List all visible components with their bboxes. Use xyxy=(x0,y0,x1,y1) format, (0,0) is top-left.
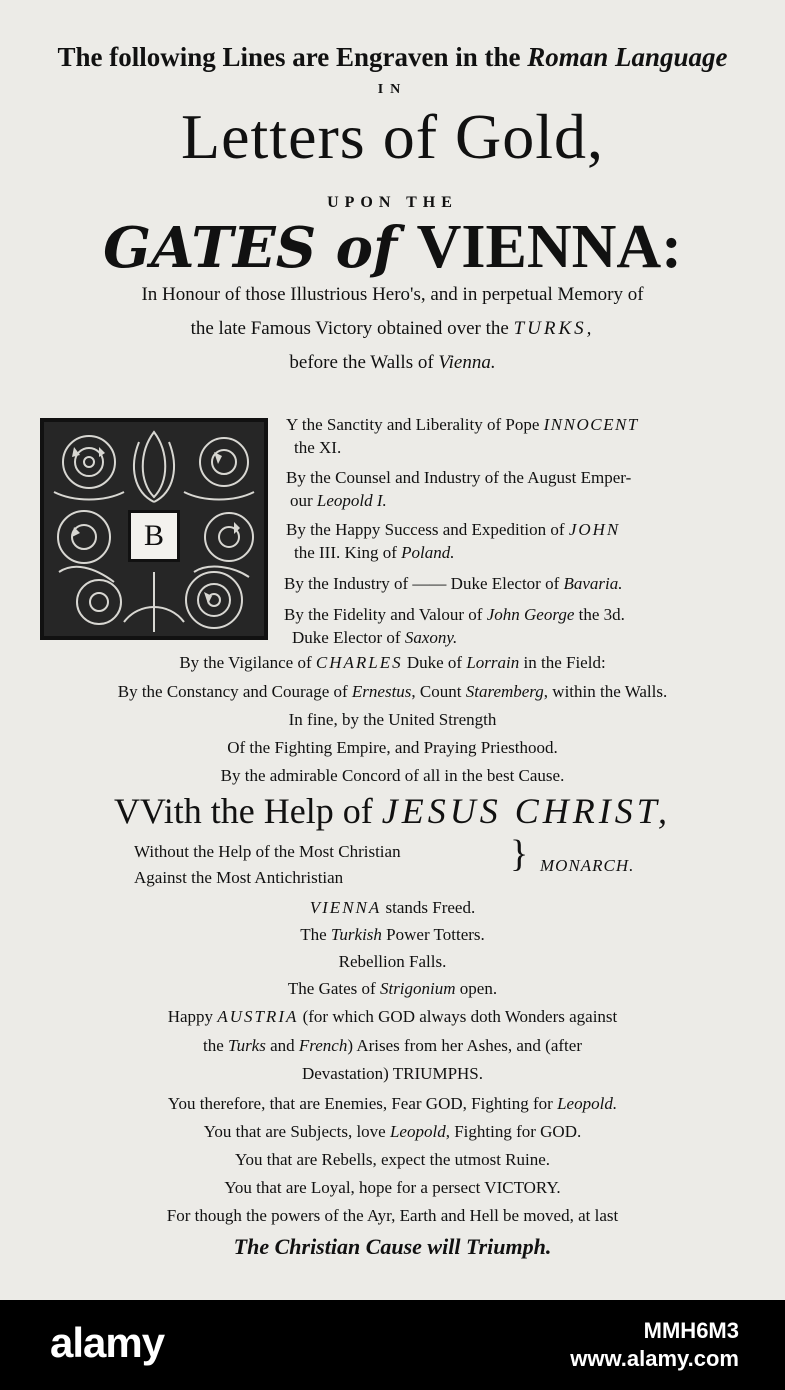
intro-line-1: In Honour of those Illustrious Hero's, and in perpetual Memory of xyxy=(141,284,644,305)
title-upon: UPON THE xyxy=(327,194,458,211)
para-3-line-1: By the Happy Success and Expedition of JOHN xyxy=(286,520,621,539)
triumphs-line: Devastation) TRIUMPHS. xyxy=(301,1064,483,1083)
turkish-power-line: The Turkish Power Totters. xyxy=(300,925,485,944)
without-help-line: Without the Help of the Most Christian xyxy=(134,842,401,861)
drop-cap-letter: B xyxy=(128,510,180,562)
monarch-label: MONARCH. xyxy=(540,856,635,875)
vvith-help-line: VVith the Help of JESUS CHRIST, xyxy=(113,791,672,831)
intro-line-2: the late Famous Victory obtained over the TURKS, xyxy=(190,318,595,339)
strigonium-line: The Gates of Strigonium open. xyxy=(287,979,498,998)
title-main: Letters of Gold, xyxy=(181,101,604,172)
austria-line: Happy AUSTRIA (for which GOD always doth Wonders against xyxy=(167,1007,618,1026)
para-1-line-2: the XI. xyxy=(294,438,342,457)
title-line-1: The following Lines are Engraven in the Roman Language xyxy=(57,42,728,72)
constancy-line: By the Constancy and Courage of Ernestus, Count Staremberg, within the Walls. xyxy=(117,682,668,701)
para-2-line-2: our Leopold I. xyxy=(290,491,387,510)
fighting-empire-line: Of the Fighting Empire, and Praying Priesthood. xyxy=(227,738,558,757)
intro-line-3: before the Walls of Vienna. xyxy=(289,352,496,373)
christian-cause-line: The Christian Cause will Triumph. xyxy=(233,1234,552,1259)
title-gates: GATES of VIENNA: xyxy=(103,213,682,281)
enemies-line: You therefore, that are Enemies, Fear GOD, Fighting for Leopold. xyxy=(167,1094,618,1113)
title-in: IN xyxy=(377,82,408,97)
para-3-line-2: the III. King of Poland. xyxy=(294,543,455,562)
vienna-freed-line: VIENNA stands Freed. xyxy=(309,898,476,917)
powers-line: For though the powers of the Ayr, Earth and Hell be moved, at last xyxy=(166,1206,619,1225)
para-5-line-2: Duke Elector of Saxony. xyxy=(292,628,458,647)
against-line: Against the Most Antichristian xyxy=(134,868,344,887)
ornamental-initial-block xyxy=(40,418,268,640)
vigilance-line: By the Vigilance of CHARLES Duke of Lorrain in the Field: xyxy=(179,653,606,672)
para-2-line-1: By the Counsel and Industry of the August Emper- xyxy=(286,468,632,487)
in-fine-line: In fine, by the United Strength xyxy=(288,710,497,729)
subjects-line: You that are Subjects, love Leopold, Fighting for GOD. xyxy=(203,1122,582,1141)
para-4-line-1: By the Industry of —— Duke Elector of Bavaria. xyxy=(284,574,623,593)
alamy-logo: alamy xyxy=(50,1319,165,1366)
rebellion-line: Rebellion Falls. xyxy=(338,952,447,971)
para-5-line-1: By the Fidelity and Valour of John George the 3d. xyxy=(284,605,625,624)
brace-icon: } xyxy=(510,833,529,875)
para-1-line-1: Y the Sanctity and Liberality of Pope INNOCENT xyxy=(286,415,639,434)
image-code: MMH6M3 xyxy=(643,1318,739,1343)
rebells-line: You that are Rebells, expect the utmost Ruine. xyxy=(234,1150,551,1169)
site-url: www.alamy.com xyxy=(570,1346,739,1371)
loyal-line: You that are Loyal, hope for a persect VICTORY. xyxy=(224,1178,561,1197)
concord-line: By the admirable Concord of all in the best Cause. xyxy=(220,766,565,785)
turks-french-line: the Turks and French) Arises from her Ashes, and (after xyxy=(203,1036,582,1055)
